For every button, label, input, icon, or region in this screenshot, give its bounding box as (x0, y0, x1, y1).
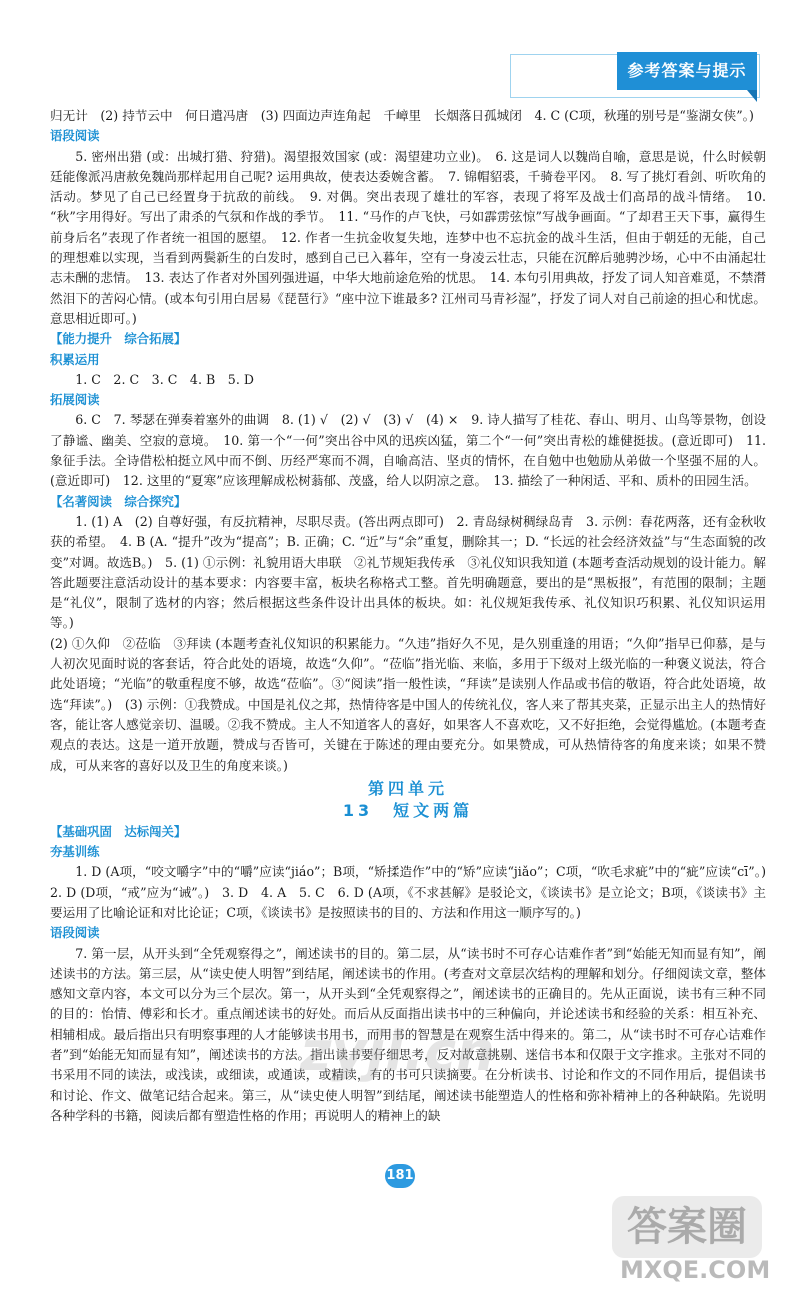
header-title: 参考答案与提示 (617, 52, 757, 90)
section-heading: 积累运用 (50, 351, 100, 367)
section-heading: 语段阅读 (50, 925, 100, 941)
section-heading: 【基础巩固 达标闯关】 (50, 823, 187, 839)
paragraph: (2) ①久仰 ②莅临 ③拜读 (本题考查礼仪知识的积累能力。“久违”指好久不见，是久别重逢的用语；“久仰”指早已仰慕，是与人初次见面时说的客套话，符合此处的语境，故选“久仰”。“莅临”指光临、来临，多用于下级对上级光临的一种褒义说法，符合此处语境；“光临”的敬重程度不够，故选“莅临”。③“阅读”指一般性读，“拜读”是读别人作品或书信的敬语，符合此处语境，故选“拜读”。) (3) 示例：①我赞成。中国是礼仪之邦，热情待客是中国人的传统礼仪，客人来了帮其夹菜，正显示出主人的热情好客，能让客人感觉亲切、温暖。②我不赞成。主人不知道客人的喜好，如果客人不喜欢吃，又不好拒绝，会觉得尴尬。(本题考查观点的表达。这是一道开放题，赞成与否皆可，关键在于陈述的理由要充分。如果赞成，可从热情待客的角度来谈；如果不赞成，可从来客的喜好以及卫生的角度来谈。) (50, 635, 766, 773)
paragraph: 6. C 7. 琴瑟在弹奏着塞外的曲调 8. (1) √ (2) √ (3) √ (4) × 9. 诗人描写了桂花、春山、明月、山鸟等景物，创设了静谧、幽美、空寂的意境。 10. 第一个“一何”突出谷中风的迅疾凶猛，第二个“一何”突出青松的雄健挺拔。(意近即可) 11. 象征手法。全诗借松柏挺立风中而不倒、历经严寒而不凋，自喻高洁、坚贞的情怀，在自勉中也勉励从弟做一个坚强不屈的人。(意近即可) 12. 这里的“夏寒”应该理解成松树蓊郁、茂盛，给人以阴凉之意。 13. 描绘了一种闲适、平和、质朴的田园生活。 (50, 412, 766, 489)
section-heading: 语段阅读 (50, 128, 100, 144)
text-line: 1. C 2. C 3. C 4. B 5. D (75, 371, 254, 387)
unit-title: 第四单元 (367, 778, 448, 798)
paragraph: 1. (1) A (2) 自尊好强，有反抗精神，尽职尽责。(答出两点即可) 2. 青岛绿树稠绿岛青 3. 示例：春花两落，还有金秋收获的希望。 4. B (A. “提升”改为“提高”；B. 正确；C. “近”与“余”重复，删除其一；D. “长远的社会经济效益”与“生态面貌的改变”对调。故选B。) 5. (1) ①示例：礼貌用语大串联 ②礼节规矩我传承 ③礼仪知识我知道 (本题考查活动规划的设计能力。解答此题要注意活动设计的基本要求：内容要丰富，板块名称格式工整。首先明确题意，要出的是“黑板报”，有范围的限制；主题是“礼仪”，限制了选材的内容；然后根据这些条件设计出具体的板块。如：礼仪规矩我传承、礼仪知识巧积累、礼仪知识运用等。) (50, 513, 766, 631)
text-line: 归无计 (2) 持节云中 何日遣冯唐 (3) 四面边声连角起 千嶂里 长烟落日孤城闭 4. C (C项，秋瑾的别号是“鉴湖女侠”。) (50, 108, 754, 123)
watermark-url: MXQE.COM (620, 1256, 771, 1284)
lesson-title: 13 短文两篇 (342, 800, 474, 820)
header-fold-corner (747, 90, 757, 102)
page-number-badge: 181 (385, 1164, 415, 1188)
section-heading: 【名著阅读 综合探究】 (50, 493, 187, 509)
section-heading: 拓展阅读 (50, 392, 100, 408)
watermark-text: zyjl.cn (300, 1020, 495, 1083)
answer-content (50, 106, 779, 1126)
watermark-logo: 答案圈 (612, 1196, 762, 1258)
section-heading: 【能力提升 综合拓展】 (50, 331, 187, 347)
paragraph: 1. D (A项，“咬文嚼字”中的“嚼”应读“jiáo”；B项，“矫揉造作”中的“矫”应读“jiǎo”；C项，“吹毛求疵”中的“疵”应读“cī”。) 2. D (D项，“戒”应为“诫”。) 3. D 4. A 5. C 6. D (A项，《不求甚解》是驳论文，《谈读书》是立论文；B项，《谈读书》主要运用了比喻论证和对比论证；C项，《谈读书》是按照读书的目的、方法和作用这一顺序写的。) (50, 864, 779, 920)
section-heading: 夯基训练 (50, 844, 100, 860)
paragraph: 5. 密州出猎 (或：出城打猎、狩猎)。渴望报效国家 (或：渴望建功立业)。 6. 这是词人以魏尚自喻，意思是说，什么时候朝廷能像派冯唐赦免魏尚那样起用自己呢? 运用典故，使表达委婉含蓄。 7. 锦帽貂裘，千骑卷平冈。 8. 写了挑灯看剑、听吹角的活动。梦见了自己已经置身于抗敌的前线。 9. 对偶。突出表现了雄壮的军容，表现了将军及战士们高昂的战斗情绪。 10. “秋”字用得好。写出了肃杀的气氛和作战的季节。 11. “马作的卢飞快，弓如霹雳弦惊”写战争画面。“了却君王天下事，赢得生前身后名”表现了作者统一祖国的愿望。 12. 作者一生抗金收复失地，连梦中也不忘抗金的战斗生活，但由于朝廷的无能，自己的理想难以实现，当看到两鬓新生的白发时，感到自己已入暮年，空有一身凌云壮志，只能在沉醉后驰骋沙场，心中不由涌起壮志未酬的悲情。 13. 表达了作者对外国列强进逼，中华大地前途危殆的忧思。 14. 本句引用典故，抒发了词人知音难觅，不禁潸然泪下的苦闷心情。(或本句引用白居易《琵琶行》“座中泣下谁最多? 江州司马青衫湿”，抒发了词人对自己前途的担心和忧虑。意思相近即可。) (50, 148, 766, 326)
paragraph: 7. 第一层，从开头到“全凭观察得之”，阐述读书的目的。第二层，从“读书时不可存心诘难作者”到“始能无知而显有知”，阐述读书的方法。第三层，从“读史使人明智”到结尾，阐述读书的作用。(考查对文章层次结构的理解和划分。仔细阅读文章，整体感知文章内容，本文可以分为三个层次。第一，从开头到“全凭观察得之”，阐述读书的正确目的。先从正面说，读书有三种不同的目的：怡情、傅彩和长才。重点阐述读书的好处。而后从反面指出读书中的三种偏向，并论述读书和经验的关系：相互补充、相辅相成。最后指出只有明察事理的人才能够读书用书，而用书的智慧是在观察生活中得来的。第二，从“读书时不可存心诘难作者”到“始能无知而显有知”，阐述读书的方法。指出读书要仔细思考，反对故意挑剔、迷信书本和仅限于文字推求。主张对不同的书采用不同的读法，或浅读，或细读，或通读，或精读，有的书可只读摘要。在分析读书、讨论和作文的不同作用后，提倡读书和讨论、作文、做笔记结合起来。第三，从“读史使人明智”到结尾，阐述读书能塑造人的性格和弥补精神上的各种缺陷。先说明各种学科的书籍，阅读后都有塑造性格的作用；再说明人的精神上的缺 (50, 945, 766, 1123)
